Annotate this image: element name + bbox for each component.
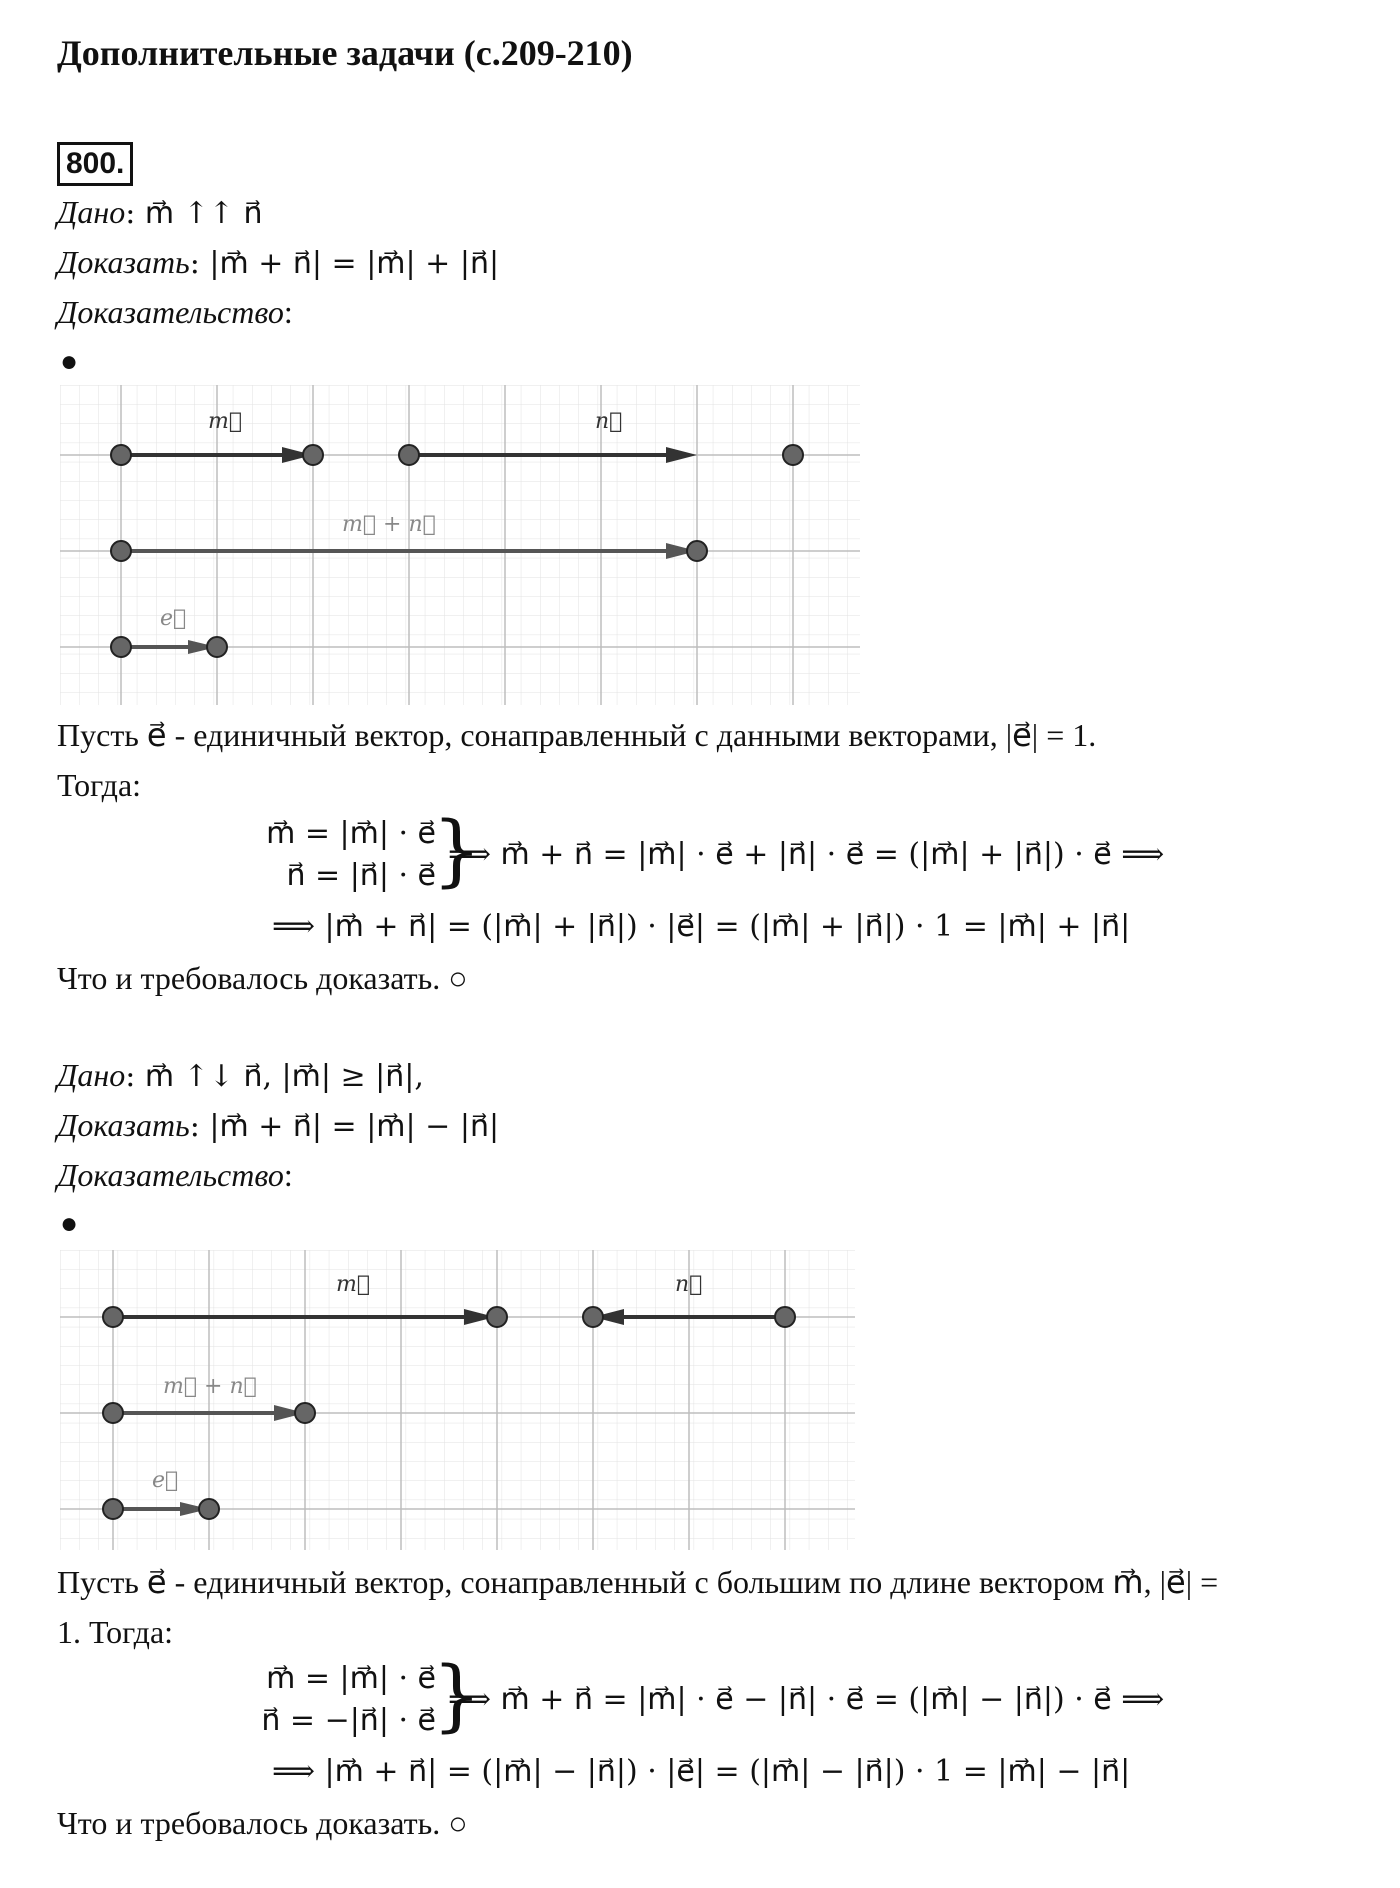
equation-line2-1: ⟹ |m⃗ + n⃗| = (|m⃗| + |n⃗|) · |e⃗| = (|m⃗| + |n⃗|) · 1 = |m⃗| + |n⃗| (272, 909, 1131, 944)
label-n: n⃗ (675, 1272, 703, 1297)
given-line-2 (57, 1055, 424, 1097)
proof-line-1 (57, 292, 293, 332)
vector-diagram-2 (60, 1250, 855, 1550)
equation-right-1: ⟹ m⃗ + n⃗ = |m⃗| · e⃗ + |n⃗| · e⃗ = (|m⃗| + |n⃗|) · e⃗ ⟹ (448, 837, 1165, 872)
grid-background (60, 1250, 855, 1550)
system-eq-n-2: n⃗ = −|n⃗| · e⃗ (261, 1703, 436, 1738)
bullet-2: ● (60, 1207, 79, 1240)
qed-1: Что и требовалось доказать. ○ (57, 960, 468, 996)
equation-line2-2: ⟹ |m⃗ + n⃗| = (|m⃗| − |n⃗|) · |e⃗| = (|m⃗| − |n⃗|) · 1 = |m⃗| − |n⃗| (272, 1754, 1131, 1789)
prove-label: Доказать (57, 244, 190, 280)
given-expression: : m⃗ ↑↓ n⃗, |m⃗| ≥ |n⃗|, (125, 1059, 424, 1094)
text-unit-vector-2a: Пусть e⃗ - единичный вектор, сонаправленный с большим по длине вектором m⃗, |e⃗| = (57, 1564, 1219, 1600)
page-title: Дополнительные задачи (с.209-210) (57, 33, 633, 73)
proof-label: Доказательство (57, 1157, 284, 1193)
text-unit-vector-2b: 1. Тогда: (57, 1614, 174, 1650)
prove-line-1 (57, 242, 499, 284)
label-m-plus-n: m⃗ + n⃗ (163, 1374, 257, 1399)
prove-label: Доказать (57, 1107, 190, 1143)
problem-number-badge: 800. (57, 142, 133, 186)
equation-right-2: ⟹ m⃗ + n⃗ = |m⃗| · e⃗ − |n⃗| · e⃗ = (|m⃗| − |n⃗|) · e⃗ ⟹ (448, 1682, 1165, 1717)
text-unit-vector-1: Пусть e⃗ - единичный вектор, сонаправленный с данными векторами, |e⃗| = 1. (57, 717, 1097, 753)
label-m-plus-n: m⃗ + n⃗ (342, 512, 436, 537)
proof-colon: : (283, 1157, 293, 1193)
proof-label: Доказательство (57, 294, 284, 330)
prove-expression: : |m⃗ + n⃗| = |m⃗| + |n⃗| (189, 246, 500, 281)
grid-background (60, 385, 860, 705)
label-m: m⃗ (336, 1272, 371, 1297)
vector-diagram-1 (60, 385, 860, 705)
text-then-1: Тогда: (57, 767, 142, 803)
label-m: m⃗ (208, 409, 243, 434)
bullet-1: ● (60, 345, 79, 378)
prove-line-2 (57, 1105, 499, 1147)
system-eq-m-1: m⃗ = |m⃗| · e⃗ (266, 816, 436, 851)
label-e: e⃗ (160, 606, 187, 631)
given-line-1 (57, 192, 262, 234)
proof-line-2 (57, 1155, 293, 1195)
given-label: Дано (57, 194, 126, 230)
system-eq-m-2: m⃗ = |m⃗| · e⃗ (266, 1661, 436, 1696)
given-label: Дано (57, 1057, 126, 1093)
label-e: e⃗ (152, 1468, 179, 1493)
given-expression: : m⃗ ↑↑ n⃗ (125, 196, 263, 231)
label-n: n⃗ (595, 409, 623, 434)
qed-2: Что и требовалось доказать. ○ (57, 1805, 468, 1841)
right-brace-2: } (432, 1651, 482, 1741)
proof-colon: : (283, 294, 293, 330)
right-brace-1: } (432, 806, 482, 896)
system-eq-n-1: n⃗ = |n⃗| · e⃗ (286, 858, 436, 893)
prove-expression: : |m⃗ + n⃗| = |m⃗| − |n⃗| (189, 1109, 500, 1144)
